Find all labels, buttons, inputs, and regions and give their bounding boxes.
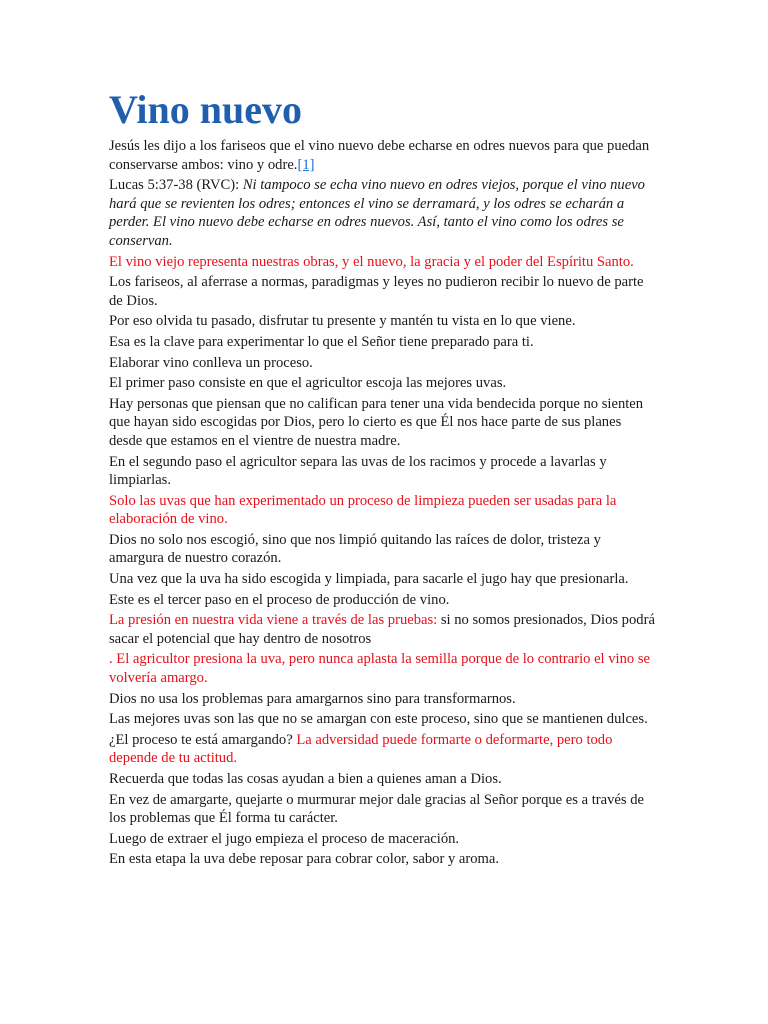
paragraph-rest-stage: En esta etapa la uva debe reposar para cobrar color, sabor y aroma.: [109, 851, 500, 868]
paragraph-process: Elaborar vino conlleva un proceso.: [109, 354, 313, 371]
paragraph-key: Esa es la clave para experimentar lo que el Señor tiene preparado para ti.: [109, 333, 534, 350]
scripture-quote: Ni tampoco se echa vino nuevo en odres viejos, porque el vino nuevo hará que se revienten los odres; entonces el vino se derramará, y los odres se echarán a perder. El vino nuevo debe echarse en odres nuevos. Así, tanto el vino como los odres se conservan.: [109, 177, 645, 249]
paragraph-second-step: En el segundo paso el agricultor separa las uvas de los racimos y procede a lavarlas y limpiarlas.: [109, 453, 607, 489]
scripture-reference: Lucas 5:37-38 (RVC):: [109, 177, 243, 194]
paragraph-press: Una vez que la uva ha sido escogida y limpiada, para sacarle el jugo hay que presionarla.: [109, 571, 629, 588]
footnote-link[interactable]: [1]: [297, 156, 315, 173]
paragraph-third-step: Este es el tercer paso en el proceso de producción de vino.: [109, 591, 450, 608]
paragraph-transform: Dios no usa los problemas para amargarnos sino para transformarnos.: [109, 690, 516, 707]
document-page: [109, 88, 657, 871]
pressure-highlight: La presión en nuestra vida viene a través de las pruebas:: [109, 612, 438, 629]
paragraph-highlight-seed: . El agricultor presiona la uva, pero nunca aplasta la semilla porque de lo contrario el vino se volvería amargo.: [109, 651, 650, 687]
paragraph-chosen: Hay personas que piensan que no califican para tener una vida bendecida porque no sienten que hayan sido escogidas por Dios, pero lo cierto es que Él nos hace parte de sus planes desde que estamos en el vientre de nuestra madre.: [109, 395, 644, 449]
paragraph-highlight-wine: El vino viejo representa nuestras obras, y el nuevo, la gracia y el poder del Espíritu Santo.: [109, 253, 634, 270]
question-text: ¿El proceso te está amargando?: [109, 731, 297, 748]
paragraph-pressure: [109, 611, 657, 648]
paragraph-cleansed: Dios no solo nos escogió, sino que nos limpió quitando las raíces de dolor, tristeza y amargura de nuestro corazón.: [109, 531, 601, 567]
document-title: Vino nuevo: [109, 87, 303, 132]
paragraph-question: [109, 731, 657, 768]
paragraph-gratitude: En vez de amargarte, quejarte o murmurar mejor dale gracias al Señor porque es a través de los problemas que Él forma tu carácter.: [109, 791, 645, 827]
paragraph-highlight-clean: Solo las uvas que han experimentado un proceso de limpieza pueden ser usadas para la elaboración de vino.: [109, 492, 617, 528]
paragraph-forget-past: Por eso olvida tu pasado, disfrutar tu presente y mantén tu vista en lo que viene.: [109, 313, 576, 330]
paragraph-first-step: El primer paso consiste en que el agricultor escoja las mejores uvas.: [109, 375, 507, 392]
adversity-highlight: La adversidad puede formarte o deformarte, pero todo depende de tu actitud.: [109, 731, 613, 767]
paragraph-remember: Recuerda que todas las cosas ayudan a bien a quienes aman a Dios.: [109, 771, 502, 787]
paragraph-scripture: [109, 176, 657, 250]
paragraph-intro: [109, 137, 657, 174]
pressure-rest: si no somos presionados, Dios podrá sacar el potencial que hay dentro de nosotros: [109, 612, 655, 647]
paragraph-pharisees: Los fariseos, al aferrase a normas, paradigmas y leyes no pudieron recibir lo nuevo de parte de Dios.: [109, 274, 644, 309]
intro-text: Jesús les dijo a los fariseos que el vino nuevo debe echarse en odres nuevos para que puedan conservarse ambos: vino y odre.: [109, 138, 650, 173]
paragraph-maceration: Luego de extraer el jugo empieza el proceso de maceración.: [109, 830, 460, 847]
paragraph-best-grapes: Las mejores uvas son las que no se amargan con este proceso, sino que se mantienen dulces.: [109, 711, 648, 728]
